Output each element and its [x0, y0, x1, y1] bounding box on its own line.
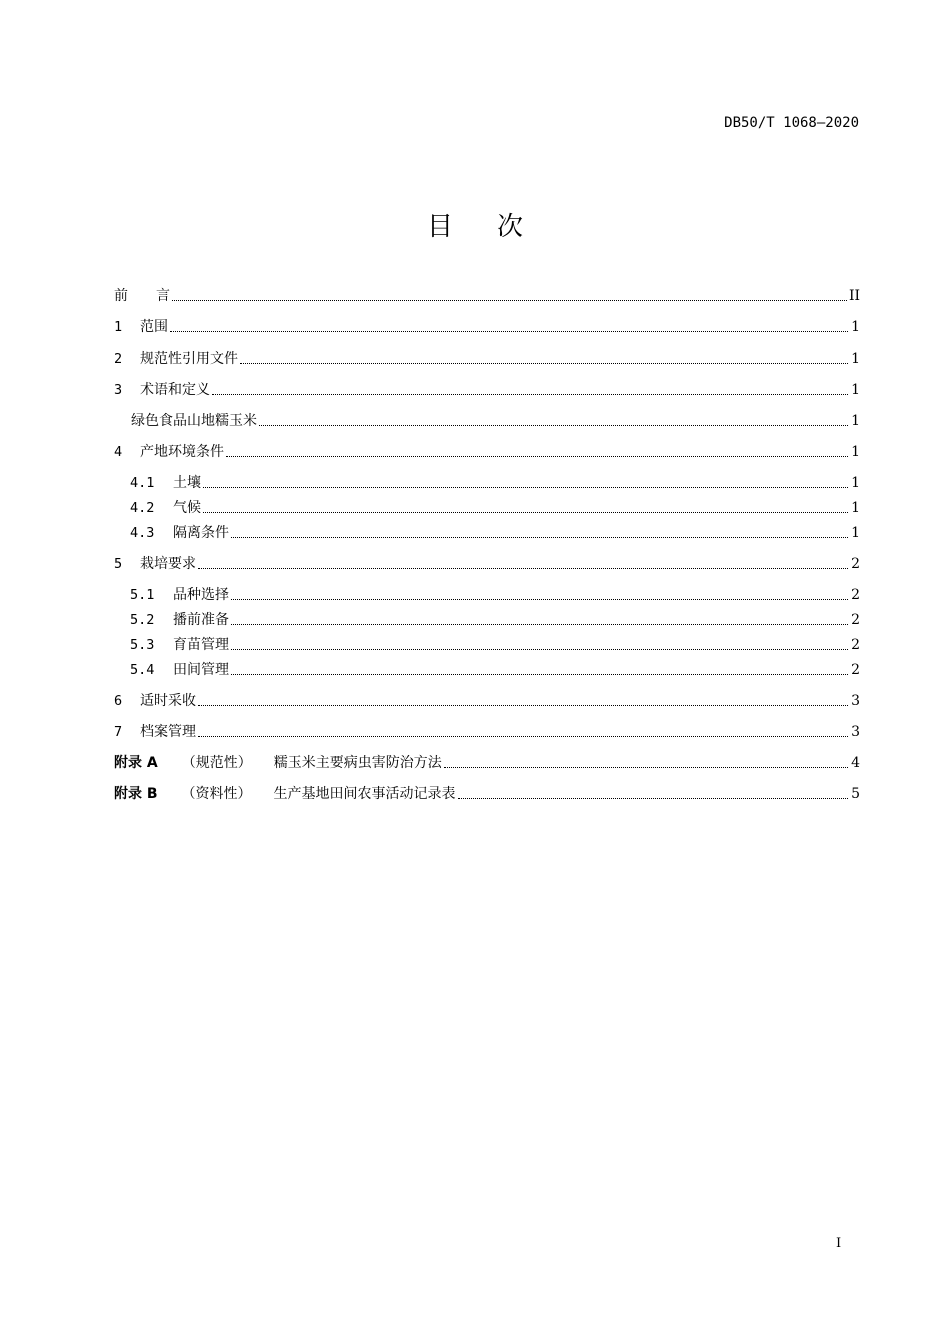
- toc-number: 3: [114, 382, 123, 398]
- toc-label: 品种选择: [173, 587, 229, 603]
- toc-label: 糯玉米主要病虫害防治方法: [273, 755, 442, 771]
- toc-leader: [231, 536, 848, 538]
- toc-leader: [458, 797, 848, 799]
- appendix-type: （资料性）: [181, 786, 252, 802]
- page-number: I: [836, 1236, 842, 1251]
- toc-label: 范围: [140, 319, 168, 335]
- toc-label: 术语和定义: [140, 382, 210, 398]
- toc-leader: [203, 511, 848, 513]
- toc-entry-5-1[interactable]: [114, 584, 860, 606]
- toc-label: 绿色食品山地糯玉米: [131, 413, 257, 429]
- toc-number: 2: [114, 351, 123, 367]
- toc-leader: [170, 330, 848, 332]
- toc-entry-preface[interactable]: [114, 285, 860, 307]
- toc-leader: [203, 486, 848, 488]
- toc-page: 2: [851, 556, 860, 572]
- toc-label: 田间管理: [173, 662, 229, 678]
- toc-leader: [172, 299, 847, 301]
- document-code: DB50/T 1068—2020: [724, 115, 859, 131]
- toc-leader: [198, 735, 848, 737]
- toc-entry-5-4[interactable]: [114, 659, 860, 681]
- appendix-type: （规范性）: [181, 755, 252, 771]
- toc-number: 4.1: [130, 475, 155, 491]
- toc-label: 栽培要求: [140, 556, 196, 572]
- toc-entry-4-2[interactable]: [114, 497, 860, 519]
- toc-label: 规范性引用文件: [140, 351, 238, 367]
- toc-number: 5.3: [130, 637, 155, 653]
- toc-page: 1: [851, 382, 860, 398]
- toc-label: 适时采收: [140, 693, 196, 709]
- toc-page: 1: [851, 475, 860, 491]
- toc-entry-2[interactable]: [114, 348, 860, 370]
- toc-leader: [226, 455, 848, 457]
- toc-entry-4-3[interactable]: [114, 522, 860, 544]
- toc-leader: [231, 648, 848, 650]
- toc-page: II: [848, 288, 860, 304]
- toc-page: 1: [851, 319, 860, 335]
- toc-page: 4: [851, 755, 860, 771]
- toc-entry-appendix-b[interactable]: [114, 783, 860, 805]
- toc-page: 3: [851, 724, 860, 740]
- toc-page: 2: [851, 612, 860, 628]
- toc-label: 生产基地田间农事活动记录表: [273, 786, 456, 802]
- toc-label: 档案管理: [140, 724, 196, 740]
- toc-entry-3-term[interactable]: [114, 410, 860, 432]
- toc-label: 隔离条件: [173, 525, 229, 541]
- toc-page: 3: [851, 693, 860, 709]
- toc-page: 1: [851, 500, 860, 516]
- toc-number: 5.1: [130, 587, 155, 603]
- toc-entry-3[interactable]: [114, 379, 860, 401]
- toc-entry-7[interactable]: [114, 721, 860, 743]
- toc-page: 2: [851, 637, 860, 653]
- toc-number: 5.2: [130, 612, 155, 628]
- page-title: 目次: [426, 212, 567, 242]
- toc-number: 5.4: [130, 662, 155, 678]
- toc-leader: [240, 362, 848, 364]
- toc-leader: [231, 623, 848, 625]
- toc-page: 2: [851, 587, 860, 603]
- toc-entry-4-1[interactable]: [114, 472, 860, 494]
- toc-leader: [231, 673, 848, 675]
- toc-number: 4.3: [130, 525, 155, 541]
- toc-leader: [444, 766, 848, 768]
- toc-page: 1: [851, 525, 860, 541]
- toc-leader: [259, 424, 848, 426]
- toc-number: 4.2: [130, 500, 155, 516]
- toc-number: 1: [114, 319, 123, 335]
- toc-number: 4: [114, 444, 123, 460]
- toc-label: 播前准备: [173, 612, 229, 628]
- toc-number: 5: [114, 556, 123, 572]
- toc-page: 1: [851, 413, 860, 429]
- toc-entry-4[interactable]: [114, 441, 860, 463]
- toc-label: 育苗管理: [173, 637, 229, 653]
- toc-label: 前 言: [114, 288, 170, 304]
- toc-label: 产地环境条件: [140, 444, 224, 460]
- toc-leader: [198, 704, 848, 706]
- appendix-tag: 附录 B: [114, 786, 158, 802]
- toc-number: 7: [114, 724, 123, 740]
- toc-leader: [231, 598, 848, 600]
- toc-page: 2: [851, 662, 860, 678]
- toc-entry-appendix-a[interactable]: [114, 752, 860, 774]
- toc-entry-1[interactable]: [114, 316, 860, 338]
- toc-label: 气候: [173, 500, 201, 516]
- toc-leader: [212, 393, 848, 395]
- toc-entry-5-3[interactable]: [114, 634, 860, 656]
- toc-page: 1: [851, 444, 860, 460]
- toc-label: 土壤: [173, 475, 201, 491]
- toc-number: 6: [114, 693, 123, 709]
- toc-page: 5: [851, 786, 860, 802]
- toc-leader: [198, 567, 848, 569]
- toc-entry-5[interactable]: [114, 553, 860, 575]
- toc-entry-6[interactable]: [114, 690, 860, 712]
- appendix-tag: 附录 A: [114, 755, 158, 771]
- toc-entry-5-2[interactable]: [114, 609, 860, 631]
- toc-page: 1: [851, 351, 860, 367]
